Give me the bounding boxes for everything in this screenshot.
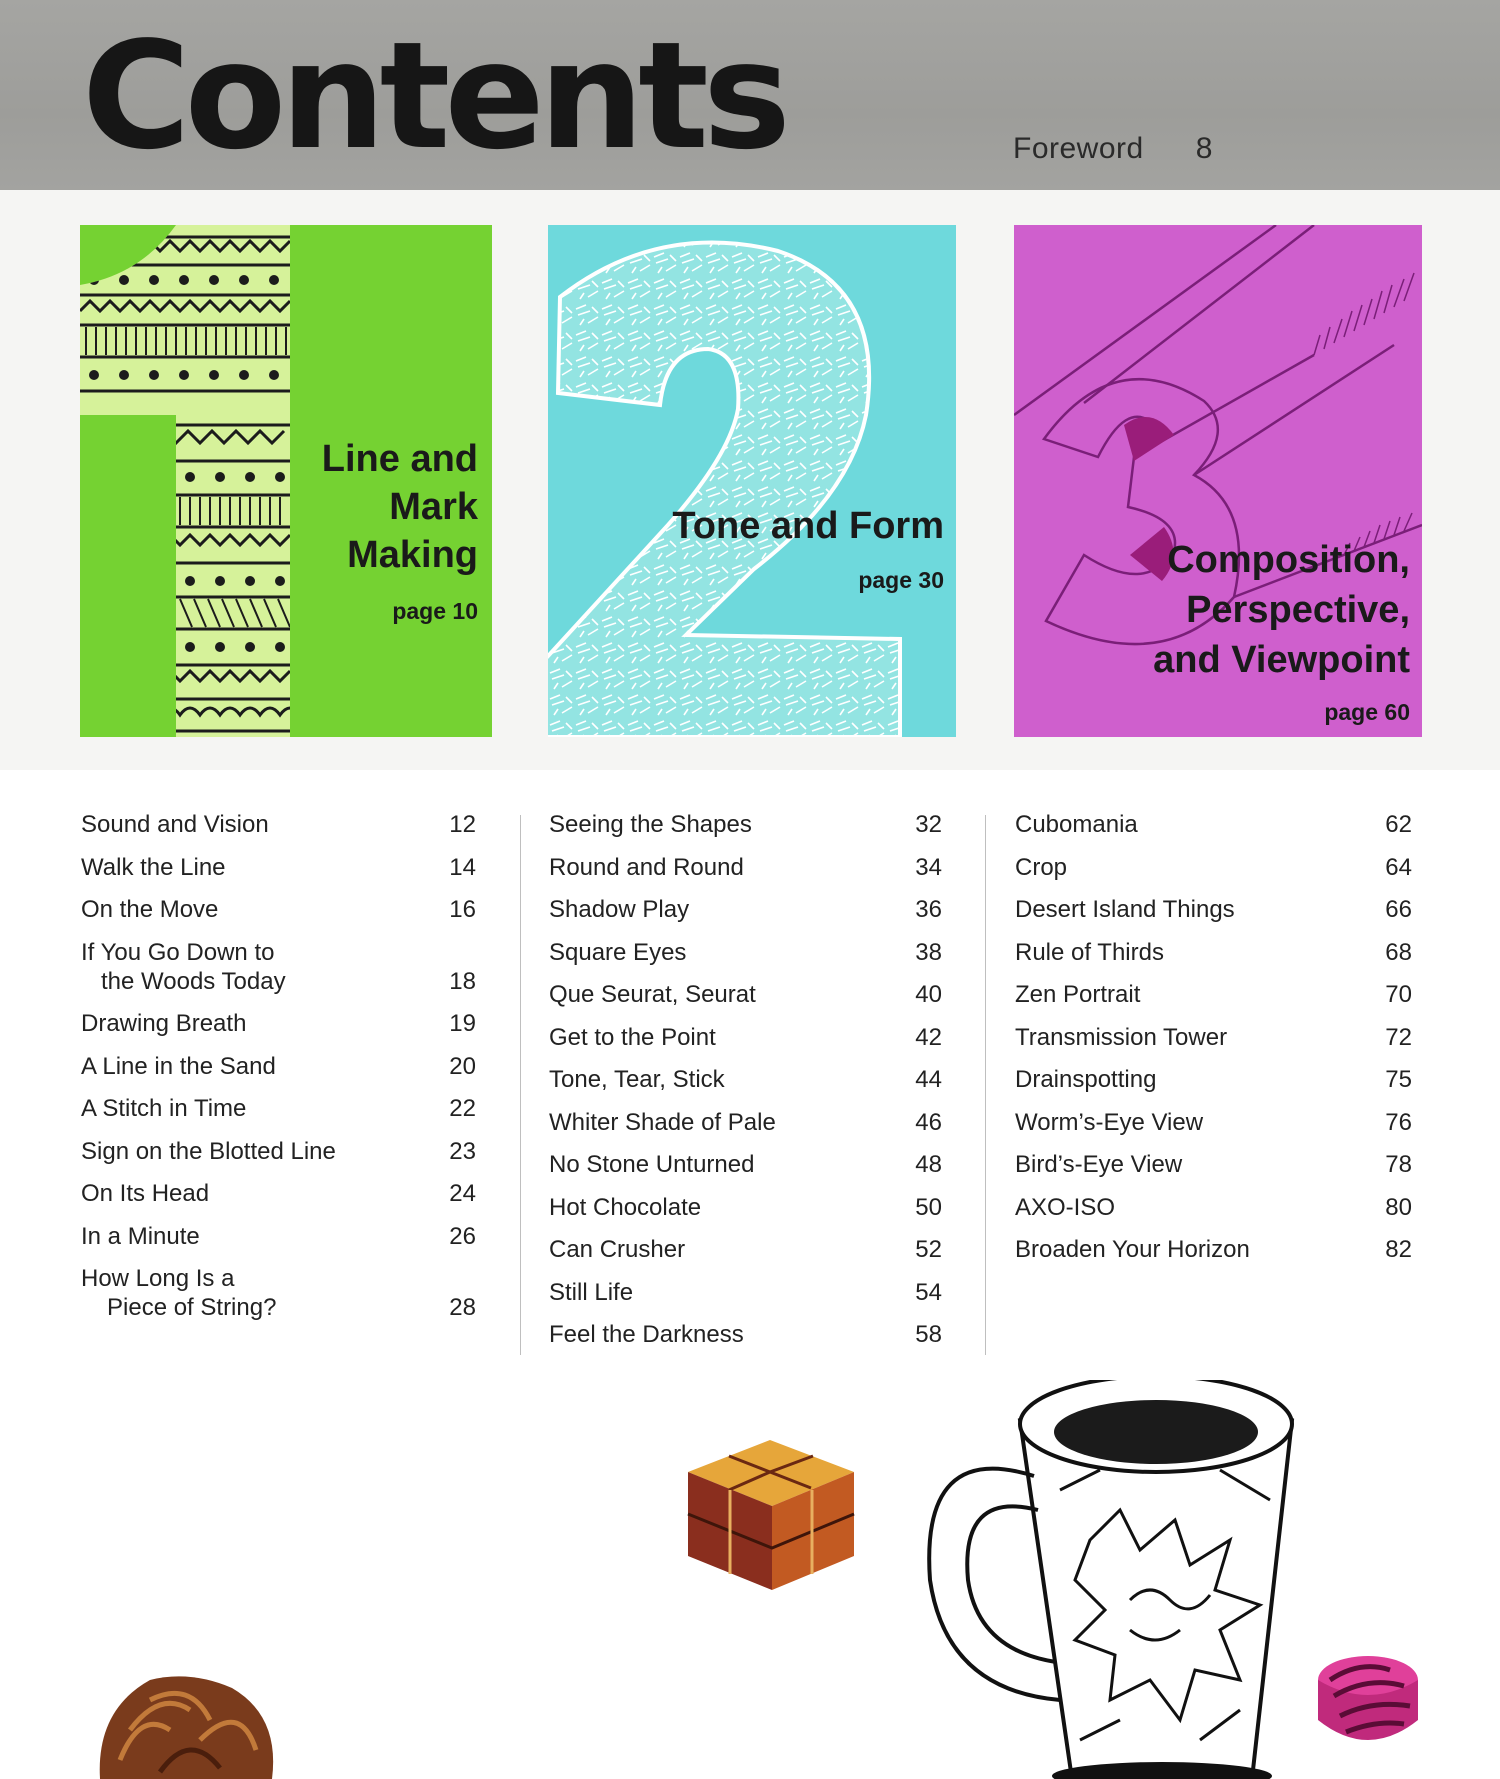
toc-entry-title: Can Crusher xyxy=(549,1236,686,1263)
toc-entry-title: Whiter Shade of Pale xyxy=(549,1108,776,1136)
toc-entry-page: 36 xyxy=(915,896,942,923)
chapter-3-title-line: Composition, xyxy=(1167,539,1410,581)
toc-entry-title: Desert Island Things xyxy=(1015,896,1235,923)
foreword-label: Foreword xyxy=(1013,132,1144,165)
toc-entry-page: 54 xyxy=(915,1278,942,1306)
toc-entry[interactable] xyxy=(1015,810,1412,839)
toc-entry-page: 12 xyxy=(449,811,476,838)
toc-entry[interactable] xyxy=(549,1023,942,1052)
toc-entry-title: Tone, Tear, Stick xyxy=(549,1066,725,1093)
toc-entry-title: No Stone Unturned xyxy=(549,1151,755,1178)
still-life-illustration xyxy=(0,1380,1500,1779)
toc-entry-title: Zen Portrait xyxy=(1015,981,1141,1008)
toc-entry-page: 58 xyxy=(915,1321,942,1348)
toc-entry[interactable] xyxy=(1015,1193,1412,1222)
chapter-1-title-line: Making xyxy=(347,534,478,576)
toc-entry-title: Worm’s-Eye View xyxy=(1015,1108,1204,1136)
toc-entry-title: A Line in the Sand xyxy=(81,1052,276,1080)
toc-entry[interactable] xyxy=(81,1094,476,1123)
toc-entry-title: Transmission Tower xyxy=(1015,1023,1228,1051)
column-divider xyxy=(520,815,521,1355)
foreword-entry[interactable] xyxy=(1013,132,1213,166)
toc-entry-title: If You Go Down to xyxy=(81,938,275,966)
toc-entry-page: 18 xyxy=(449,967,476,995)
toc-entry[interactable] xyxy=(81,895,476,924)
toc-column-1 xyxy=(81,810,476,1336)
toc-entry-page: 14 xyxy=(449,853,476,881)
toc-entry-title: Bird’s-Eye View xyxy=(1015,1151,1183,1178)
toc-entry-page: 70 xyxy=(1385,981,1412,1008)
toc-entry-title-continued: the Woods Today xyxy=(101,967,286,995)
toc-entry-title: Rule of Thirds xyxy=(1015,938,1164,966)
toc-entry[interactable] xyxy=(81,1222,476,1251)
toc-entry-page: 46 xyxy=(915,1108,942,1136)
toc-entry-title: Broaden Your Horizon xyxy=(1015,1236,1250,1263)
chapter-1-page: page 10 xyxy=(392,598,478,624)
toc-entry[interactable] xyxy=(1015,1065,1412,1094)
toc-entry-title: Square Eyes xyxy=(549,938,687,966)
toc-entry-title: Que Seurat, Seurat xyxy=(549,981,756,1008)
chapter-2-title xyxy=(672,502,944,550)
toc-entry[interactable] xyxy=(81,1052,476,1081)
toc-entry-page: 40 xyxy=(915,981,942,1008)
toc-entry[interactable] xyxy=(1015,1235,1412,1264)
toc-entry[interactable] xyxy=(549,1065,942,1094)
toc-entry[interactable] xyxy=(1015,980,1412,1009)
toc-entry[interactable] xyxy=(549,853,942,882)
toc-entry[interactable] xyxy=(1015,895,1412,924)
toc-entry-page: 16 xyxy=(449,896,476,923)
toc-entry-title: On Its Head xyxy=(81,1180,210,1207)
toc-column-2 xyxy=(549,810,942,1363)
toc-entry-page: 38 xyxy=(915,938,942,966)
toc-entry[interactable] xyxy=(549,1278,942,1307)
toc-column-3 xyxy=(1015,810,1412,1278)
toc-entry[interactable] xyxy=(549,810,942,839)
toc-entry[interactable] xyxy=(549,1108,942,1137)
toc-entry-title: AXO-ISO xyxy=(1015,1193,1116,1221)
toc-entry[interactable] xyxy=(549,980,942,1009)
toc-entry-title: Drawing Breath xyxy=(81,1010,247,1037)
toc-entry-title: In a Minute xyxy=(81,1222,200,1250)
toc-entry-page: 34 xyxy=(915,853,942,881)
toc-entry[interactable] xyxy=(81,1137,476,1166)
toc-entry-page: 64 xyxy=(1385,853,1412,881)
toc-entry[interactable] xyxy=(549,1235,942,1264)
chapter-2-page: page 30 xyxy=(858,567,944,593)
toc-entry[interactable] xyxy=(81,1264,476,1322)
contents-header xyxy=(0,0,1500,190)
toc-entry-title: Shadow Play xyxy=(549,896,690,923)
chapter-2-panel[interactable] xyxy=(548,225,956,737)
numeral-two-pattern-icon xyxy=(548,225,956,737)
toc-entry-page: 48 xyxy=(915,1151,942,1178)
toc-entry[interactable] xyxy=(81,853,476,882)
toc-entry[interactable] xyxy=(1015,853,1412,882)
mug-drawing-icon xyxy=(929,1380,1292,1779)
toc-entry[interactable] xyxy=(81,1179,476,1208)
toc-entry-page: 32 xyxy=(915,811,942,838)
toc-entry-page: 78 xyxy=(1385,1151,1412,1178)
toc-entry-title: Cubomania xyxy=(1015,811,1138,838)
toc-entry[interactable] xyxy=(549,1193,942,1222)
toc-entry-title: How Long Is a xyxy=(81,1265,235,1292)
toc-entry-title: Still Life xyxy=(549,1278,634,1306)
toc-entry-title: Hot Chocolate xyxy=(549,1193,702,1221)
toc-entry-page: 24 xyxy=(449,1180,476,1207)
chapter-3-panel[interactable] xyxy=(1014,225,1422,737)
chapter-1-title-line: Mark xyxy=(389,486,478,528)
toc-entry-page: 42 xyxy=(915,1023,942,1051)
toc-entry[interactable] xyxy=(1015,1150,1412,1179)
column-divider xyxy=(985,815,986,1355)
toc-entry-title: Sign on the Blotted Line xyxy=(81,1137,336,1165)
toc-entry-title: Walk the Line xyxy=(81,853,226,881)
chocolate-cube-icon xyxy=(688,1440,854,1590)
toc-entry-title: Feel the Darkness xyxy=(549,1321,744,1348)
chapter-3-title-line: and Viewpoint xyxy=(1153,639,1410,681)
toc-entry[interactable] xyxy=(1015,938,1412,967)
toc-entry-page: 19 xyxy=(449,1010,476,1037)
toc-entry[interactable] xyxy=(549,938,942,967)
toc-entry-title: On the Move xyxy=(81,896,219,923)
toc-entry-page: 66 xyxy=(1385,896,1412,923)
toc-entry-title: Seeing the Shapes xyxy=(549,811,752,838)
chocolate-truffle-icon xyxy=(100,1676,273,1779)
chapter-3-page: page 60 xyxy=(1324,699,1410,725)
toc-entry-title: Get to the Point xyxy=(549,1023,716,1051)
chocolate-bonbon-icon xyxy=(1318,1656,1418,1740)
toc-entry[interactable] xyxy=(549,1320,942,1349)
chapter-3-title xyxy=(1153,535,1410,685)
toc-entry[interactable] xyxy=(81,938,476,996)
toc-entry-page: 28 xyxy=(449,1294,476,1321)
toc-entry-page: 76 xyxy=(1385,1108,1412,1136)
toc-entry-title: Drainspotting xyxy=(1015,1066,1157,1093)
toc-entry-page: 23 xyxy=(449,1137,476,1165)
toc-entry[interactable] xyxy=(81,810,476,839)
foreword-page-number: 8 xyxy=(1195,132,1213,165)
toc-entry-page: 22 xyxy=(449,1095,476,1122)
toc-entry-title: Round and Round xyxy=(549,853,744,881)
toc-entry-title-continued: Piece of String? xyxy=(107,1294,277,1321)
toc-entry-page: 62 xyxy=(1385,811,1412,838)
chapter-1-title-line: Line and xyxy=(321,438,478,480)
toc-entry[interactable] xyxy=(549,1150,942,1179)
toc-entry[interactable] xyxy=(1015,1023,1412,1052)
toc-entry-page: 80 xyxy=(1385,1193,1412,1221)
chapter-2-title-line: Tone and Form xyxy=(672,505,944,547)
toc-entry-page: 20 xyxy=(449,1052,476,1080)
toc-entry-page: 44 xyxy=(915,1066,942,1093)
toc-entry-title: Crop xyxy=(1015,853,1068,881)
page-title: Contents xyxy=(82,10,785,182)
toc-entry-page: 72 xyxy=(1385,1023,1412,1051)
chapter-1-title xyxy=(322,435,478,579)
toc-entry-page: 68 xyxy=(1385,938,1412,966)
chapter-1-panel[interactable] xyxy=(80,225,492,737)
chapter-3-title-line: Perspective, xyxy=(1186,589,1410,631)
toc-entry-page: 75 xyxy=(1385,1066,1412,1093)
toc-entry-page: 52 xyxy=(915,1236,942,1263)
toc-entry-page: 82 xyxy=(1385,1236,1412,1263)
toc-entry-title: A Stitch in Time xyxy=(81,1095,247,1122)
toc-entry-page: 26 xyxy=(449,1222,476,1250)
toc-entry[interactable] xyxy=(549,895,942,924)
toc-entry-title: Sound and Vision xyxy=(81,811,269,838)
toc-entry-page: 50 xyxy=(915,1193,942,1221)
toc-entry[interactable] xyxy=(1015,1108,1412,1137)
toc-entry[interactable] xyxy=(81,1009,476,1038)
